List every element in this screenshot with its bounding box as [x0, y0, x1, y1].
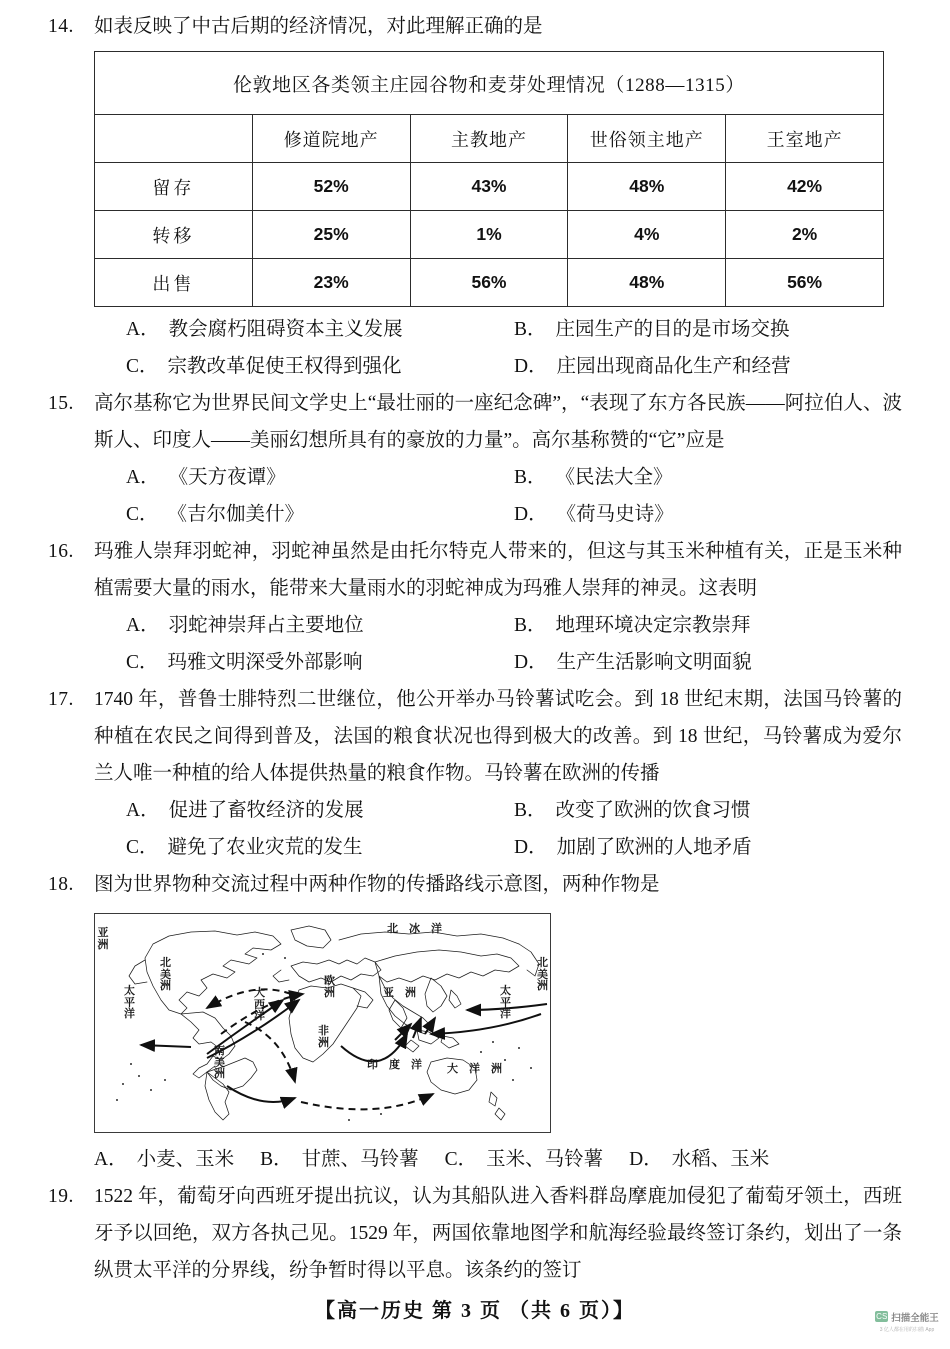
table-cell-0-0: 52%: [252, 163, 410, 211]
table-cell-0-1: 43%: [410, 163, 568, 211]
option-a-text: 羽蛇神崇拜占主要地位: [168, 615, 364, 636]
question-16-option-b[interactable]: [514, 607, 902, 644]
option-d-label: D．: [514, 652, 548, 673]
map-label-indian-ocean: 印 度 洋: [367, 1059, 422, 1071]
question-16-option-c[interactable]: [94, 644, 514, 681]
question-14: [48, 8, 902, 45]
option-c-text: 避免了农业灾荒的发生: [167, 837, 363, 858]
table-row-label-0: 留存: [95, 163, 253, 211]
option-c-label: C．: [126, 652, 159, 673]
option-a-label: A．: [126, 467, 160, 488]
option-b-label: B．: [514, 467, 547, 488]
camscanner-subtitle: 3 亿人都在用的扫描 App: [879, 1326, 935, 1333]
table-row-label-1: 转移: [95, 211, 253, 259]
map-label-asia: 亚 洲: [383, 987, 416, 999]
table-cell-0-2: 48%: [568, 163, 726, 211]
option-a-text: 促进了畜牧经济的发展: [168, 800, 364, 821]
option-c-text: 玉米、马铃薯: [486, 1149, 604, 1170]
table-caption-row: [95, 52, 884, 115]
table-cell-2-3: 56%: [726, 259, 884, 307]
option-d-text: 《荷马史诗》: [556, 504, 674, 525]
map-label-pacific-ocean-west: 太平洋: [124, 985, 135, 1021]
option-b-text: 地理环境决定宗教崇拜: [555, 615, 751, 636]
table-caption: 伦敦地区各类领主庄园谷物和麦芽处理情况（1288—1315）: [95, 52, 884, 115]
option-b-text: 甘蔗、马铃薯: [301, 1149, 419, 1170]
question-18-option-b[interactable]: [260, 1141, 419, 1178]
option-a-text: 教会腐朽阻碍资本主义发展: [168, 319, 403, 340]
question-18: [48, 866, 902, 1178]
option-b-text: 庄园生产的目的是市场交换: [555, 319, 790, 340]
question-16-number: 16.: [48, 541, 74, 562]
map-label-north-america-east: 北美洲: [537, 957, 548, 993]
option-d-label: D．: [514, 837, 548, 858]
option-a-label: A．: [126, 800, 160, 821]
question-17-option-b[interactable]: [514, 792, 902, 829]
question-15-option-b[interactable]: [514, 459, 902, 496]
world-species-exchange-map: [94, 913, 551, 1133]
table-cell-2-1: 56%: [410, 259, 568, 307]
table-corner-cell: [95, 115, 253, 163]
map-label-africa: 非洲: [318, 1025, 329, 1049]
question-18-option-a[interactable]: [94, 1141, 234, 1178]
map-svg: [95, 914, 550, 1132]
map-label-oceania: 大 洋 洲: [447, 1063, 502, 1075]
question-17-stem: 1740 年，普鲁士腓特烈二世继位，他公开举办马铃薯试吃会。到 18 世纪末期，法国马铃薯的种植在农民之间得到普及，法国的粮食状况也得到极大的改善。到 18 世纪，马铃薯成为爱尔兰人唯一种植的给人体提供热量的粮食作物。马铃薯在欧洲的传播: [94, 689, 902, 784]
camscanner-watermark: [874, 1301, 940, 1341]
question-14-options: [48, 311, 902, 385]
table-col-header-1: 修道院地产: [252, 115, 410, 163]
question-16-option-a[interactable]: [94, 607, 514, 644]
question-14-option-a[interactable]: [94, 311, 514, 348]
table-cell-1-3: 2%: [726, 211, 884, 259]
option-c-text: 《吉尔伽美什》: [167, 504, 305, 525]
map-label-europe: 欧洲: [324, 975, 335, 999]
question-19-stem: 1522 年，葡萄牙向西班牙提出抗议，认为其船队进入香料群岛摩鹿加侵犯了葡萄牙领土，西班牙予以回绝，双方各执己见。1529 年，两国依靠地图学和航海经验最终签订条约，划出了一条纵贯太平洋的分界线，纷争暂时得以平息。该条约的签订: [94, 1186, 902, 1281]
question-15-option-c[interactable]: [94, 496, 514, 533]
question-15: [48, 385, 902, 533]
table-row: [95, 259, 884, 307]
manor-grain-table: [94, 51, 884, 307]
option-c-label: C．: [126, 837, 159, 858]
option-a-text: 小麦、玉米: [136, 1149, 235, 1170]
question-14-table-wrap: [94, 51, 950, 307]
question-17-option-a[interactable]: [94, 792, 514, 829]
table-row-label-2: 出售: [95, 259, 253, 307]
question-14-number: 14.: [48, 16, 74, 37]
table-cell-0-3: 42%: [726, 163, 884, 211]
question-16: [48, 533, 902, 681]
map-label-pacific-ocean-east: 太平洋: [500, 985, 511, 1021]
question-14-option-c[interactable]: [94, 348, 514, 385]
table-col-header-3: 世俗领主地产: [568, 115, 726, 163]
question-16-option-d[interactable]: [514, 644, 902, 681]
table-cell-1-0: 25%: [252, 211, 410, 259]
table-cell-1-1: 1%: [410, 211, 568, 259]
option-c-text: 玛雅文明深受外部影响: [167, 652, 363, 673]
table-col-header-2: 主教地产: [410, 115, 568, 163]
option-c-text: 宗教改革促使王权得到强化: [167, 356, 402, 377]
question-17-number: 17.: [48, 689, 74, 710]
option-d-text: 庄园出现商品化生产和经营: [556, 356, 791, 377]
map-label-north-america: 北美洲: [160, 957, 171, 993]
table-header-row: [95, 115, 884, 163]
table-col-header-4: 王室地产: [726, 115, 884, 163]
question-17-option-c[interactable]: [94, 829, 514, 866]
option-c-label: C．: [126, 504, 159, 525]
question-17-option-d[interactable]: [514, 829, 902, 866]
option-a-label: A．: [94, 1149, 128, 1170]
option-d-text: 生产生活影响文明面貌: [556, 652, 752, 673]
map-label-arctic-ocean: 北 冰 洋: [387, 923, 442, 935]
option-d-label: D．: [629, 1149, 663, 1170]
option-d-label: D．: [514, 356, 548, 377]
table-cell-2-2: 48%: [568, 259, 726, 307]
map-label-atlantic-ocean: 大西洋: [254, 987, 265, 1023]
question-15-stem: 高尔基称它为世界民间文学史上“最壮丽的一座纪念碑”，“表现了东方各民族——阿拉伯人、波斯人、印度人——美丽幻想所具有的豪放的力量”。高尔基称赞的“它”应是: [94, 393, 902, 451]
question-15-option-d[interactable]: [514, 496, 902, 533]
question-19: [48, 1178, 902, 1289]
map-label-asia-west: 亚洲: [97, 927, 109, 951]
option-d-label: D．: [514, 504, 548, 525]
option-b-text: 改变了欧洲的饮食习惯: [555, 800, 751, 821]
camscanner-badge-icon: CS: [876, 1312, 888, 1321]
question-15-option-a[interactable]: [94, 459, 514, 496]
option-c-label: C．: [126, 356, 159, 377]
table-row: [95, 163, 884, 211]
question-18-option-c[interactable]: [445, 1141, 604, 1178]
camscanner-name: 扫描全能王: [891, 1312, 939, 1324]
question-18-stem: 图为世界物种交流过程中两种作物的传播路线示意图，两种作物是: [94, 874, 660, 895]
question-18-figure: [94, 913, 902, 1133]
option-c-label: C．: [444, 1149, 478, 1170]
option-b-label: B．: [514, 800, 547, 821]
map-label-south-america: 南美洲: [214, 1045, 225, 1081]
question-18-option-d[interactable]: [629, 1141, 769, 1178]
question-16-stem: 玛雅人崇拜羽蛇神，羽蛇神虽然是由托尔特克人带来的，但这与其玉米种植有关，正是玉米种植需要大量的雨水，能带来大量雨水的羽蛇神成为玛雅人崇拜的神灵。这表明: [94, 541, 902, 599]
question-18-number: 18.: [48, 874, 74, 895]
question-17: [48, 681, 902, 866]
question-14-option-d[interactable]: [514, 348, 902, 385]
option-a-label: A．: [126, 615, 160, 636]
question-14-stem: 如表反映了中古后期的经济情况，对此理解正确的是: [94, 16, 543, 37]
table-cell-2-0: 23%: [252, 259, 410, 307]
option-a-text: 《天方夜谭》: [168, 467, 286, 488]
option-b-text: 《民法大全》: [555, 467, 673, 488]
option-d-text: 加剧了欧洲的人地矛盾: [556, 837, 752, 858]
question-19-number: 19.: [48, 1186, 74, 1207]
table-cell-1-2: 4%: [568, 211, 726, 259]
question-14-option-b[interactable]: [514, 311, 902, 348]
option-d-text: 水稻、玉米: [671, 1149, 770, 1170]
page-footer: 【高一历史 第 3 页 （共 6 页）】: [315, 1300, 635, 1322]
option-b-label: B．: [514, 319, 547, 340]
table-row: [95, 211, 884, 259]
option-b-label: B．: [260, 1149, 293, 1170]
question-15-number: 15.: [48, 393, 74, 414]
option-b-label: B．: [514, 615, 547, 636]
option-a-label: A．: [126, 319, 160, 340]
